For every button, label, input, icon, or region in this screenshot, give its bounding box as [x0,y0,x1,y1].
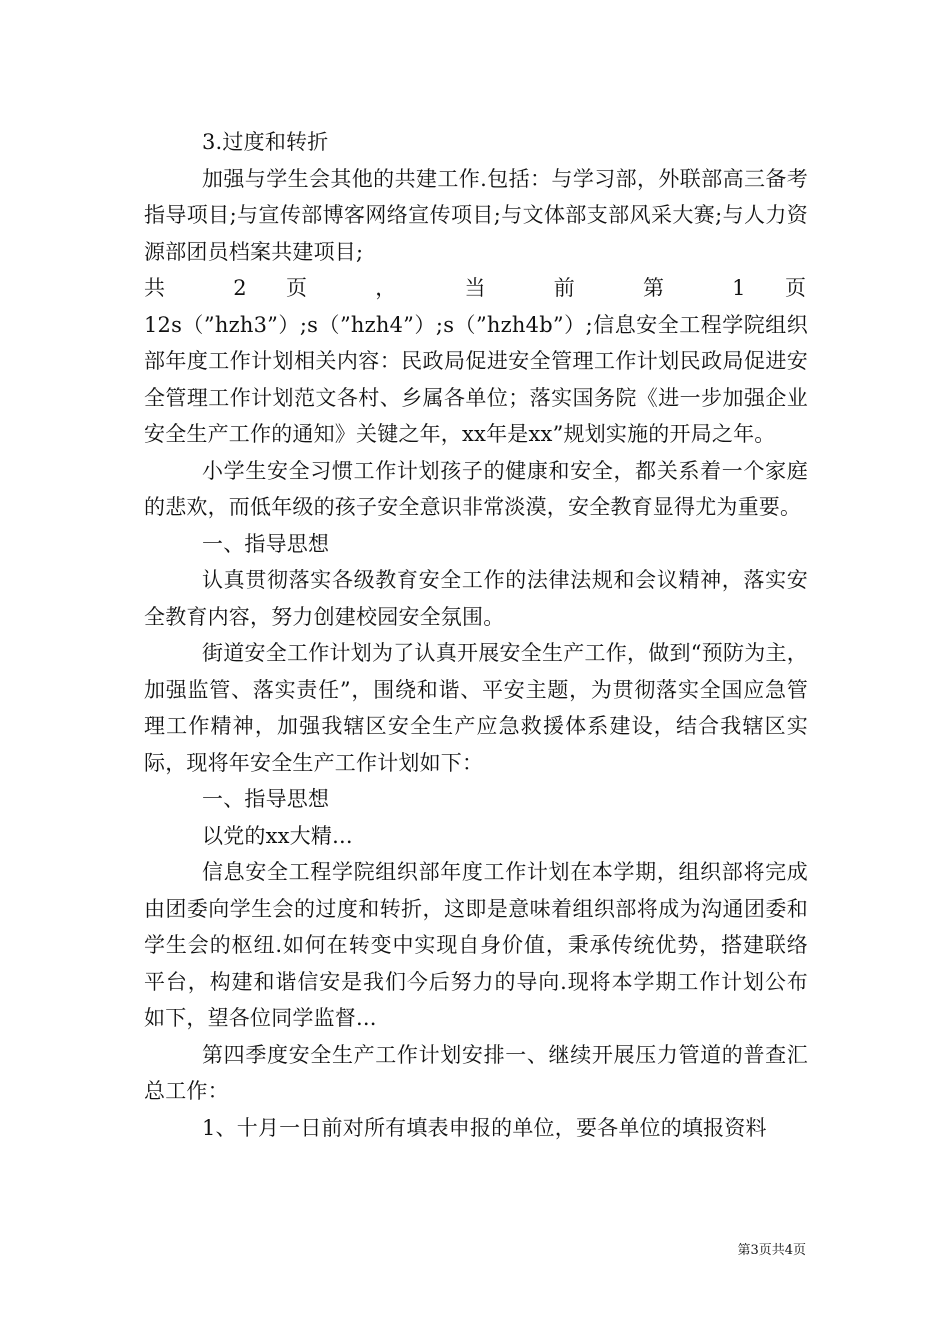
body-paragraph: 街道安全工作计划为了认真开展安全生产工作，做到“预防为主，加强监管、落实责任”，围绕和谐、平安主题，为贯彻落实全国应急管理工作精神，加强我辖区安全生产应急救援体系建设，结合我辖区实际，现将年安全生产工作计划如下： [144,641,808,775]
page-footer: 第3页共4页 [737,1243,806,1258]
body-paragraph: 加强与学生会其他的共建工作.包括：与学习部，外联部高三备考指导项目;与宣传部博客网络宣传项目;与文体部支部风采大赛;与人力资源部团员档案共建项目; [144,166,808,264]
body-paragraph: 以党的xx大精... [202,823,353,848]
body-paragraph: 第四季度安全生产工作计划安排一、继续开展压力管道的普查汇总工作： [144,1042,808,1103]
section-heading: 一、指导思想 [202,531,330,556]
section-heading: 一、指导思想 [202,787,330,811]
page-count-line: 共 2 页 ， 当 前 第 1 页 [144,276,808,300]
body-paragraph: 小学生安全习惯工作计划孩子的健康和安全，都关系着一个家庭的悲欢，而低年级的孩子安全意识非常淡漠，安全教育显得尤为重要。 [144,458,808,519]
body-paragraph: 1、十月一日前对所有填表申报的单位，要各单位的填报资料 [202,1115,767,1140]
body-paragraph: 12s（”hzh3”）;s（”hzh4”）;s（”hzh4b”）;信息安全工程学院组织部年度工作计划相关内容：民政局促进安全管理工作计划民政局促进安全管理工作计划范文各村、乡属各单位；落实国务院《进一步加强企业安全生产工作的通知》关键之年，xx年是xx”规划实施的开局之年。 [144,312,808,446]
section-heading: 3.过度和转折 [202,130,329,154]
body-paragraph: 信息安全工程学院组织部年度工作计划在本学期，组织部将完成由团委向学生会的过度和转折，这即是意味着组织部将成为沟通团委和学生会的枢纽.如何在转变中实现自身价值，秉承传统优势，搭建联络平台，构建和谐信安是我们今后努力的导向.现将本学期工作计划公布如下，望各位同学监督... [144,860,808,1030]
body-paragraph: 认真贯彻落实各级教育安全工作的法律法规和会议精神，落实安全教育内容，努力创建校园安全氛围。 [144,568,808,629]
document-body [144,124,808,1146]
